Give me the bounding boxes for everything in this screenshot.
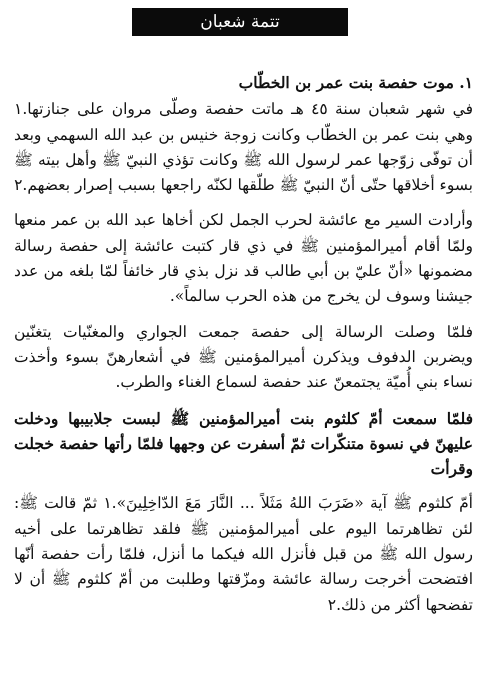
chapter-title-box: [132, 8, 348, 36]
paragraph-1: في شهر شعبان سنة ٤٥ هـ ماتت حفصة وصلّى مروان على جنازتها.١ وهي بنت عمر بن الخطّاب وكانت زوجة خنيس بن عبد الله السهمي وبعد أن توفّى زوّجها عمر لرسول الله ﷺ وكانت تؤذي النبيّ ﷺ وأهل بيته ﷺ بسوء أخلاقها حتّى أنّ النبيّ ﷺ طلّقها لكنّه راجعها بسبب إصرار بعضهم.٢: [14, 100, 473, 195]
chapter-title: تتمة شعبان: [200, 11, 280, 32]
main-content: [14, 70, 473, 628]
paragraph-5: أمّ كلثوم ﷺ آية «ضَرَبَ اللهُ مَثَلاً ... النَّارَ مَعَ الدّاخِلِينَ».١ ثمّ قالت ﷺ: لئن تظاهرتما اليوم على أميرالمؤمنين ﷺ فلقد تظاهرتما على أخيه رسول الله ﷺ من قبل فأنزل الله فيكما ما أنزل، فلمّا رأت حفصة أنّها افتضحت أخرجت رسالة عائشة ومزّقتها وطلبت من أمّ كلثوم ﷺ أن لا تفضحها أكثر من ذلك.٢: [14, 494, 473, 614]
paragraph-2: وأرادت السير مع عائشة لحرب الجمل لكن أخاها عبد الله بن عمر منعها ولمّا أقام أميرالمؤمنين ﷺ في ذي قار كتبت عائشة إلى حفصة رسالة مضمونها «أنّ عليّ بن أبي طالب قد نزل بذي قار خائفاً لمّا بلغه من عدد جيشنا وسوف لن يخرج من هذه الحرب سالماً».: [14, 211, 473, 306]
paragraph-4: فلمّا سمعت أمّ كلثوم بنت أميرالمؤمنين ﷺ لبست جلابيبها ودخلت عليهنّ في نسوة متنكّرات ثمّ أسفرت عن وجهها فلمّا رأتها حفصة خجلت وقرأت: [14, 408, 473, 479]
paragraph-3: فلمّا وصلت الرسالة إلى حفصة جمعت الجواري والمغنّيات يتغنّين ويضربن الدفوف ويذكرن أميرالمؤمنين ﷺ في أشعارهنّ بسوء وأخذت نساء بني أُميّة يجتمعنّ عند حفصة لسماع الغناء والطرب.: [14, 322, 473, 392]
section-heading: ١. موت حفصة بنت عمر بن الخطّاب: [238, 73, 473, 92]
